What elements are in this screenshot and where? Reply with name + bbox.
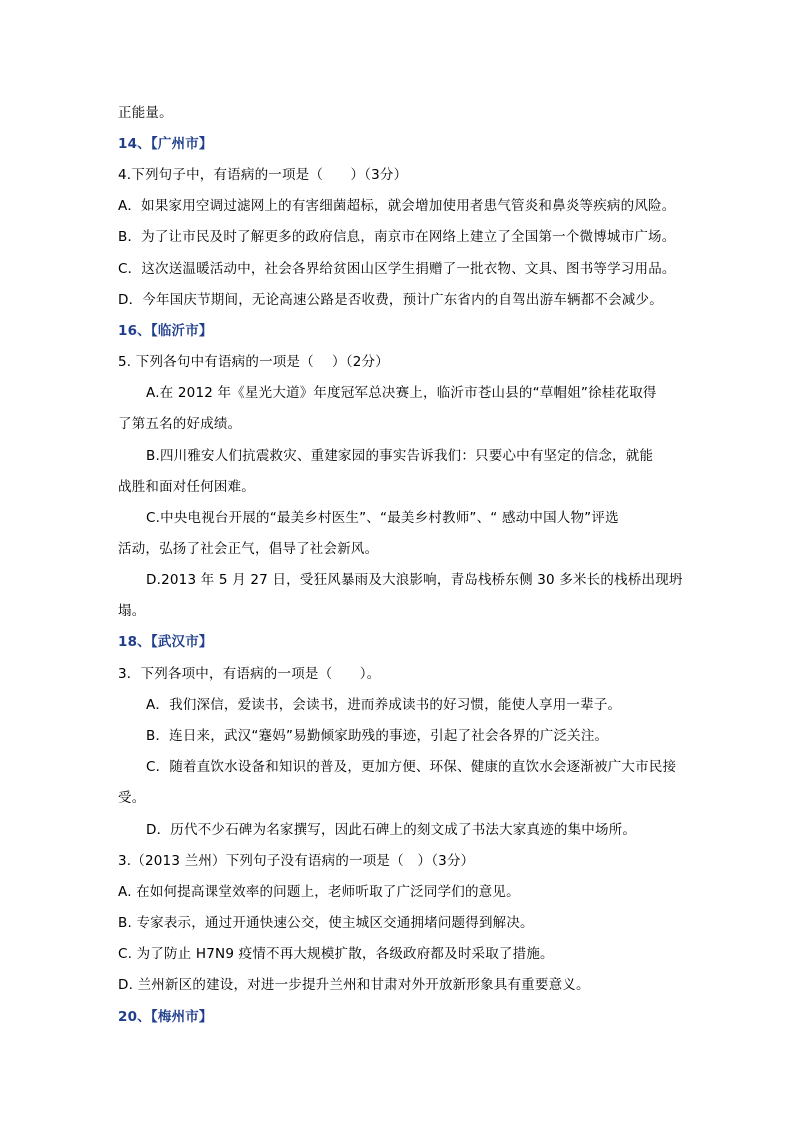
section-heading-guangzhou: 14、【广州市】: [118, 136, 213, 152]
option-a: A．如果家用空调过滤网上的有害细菌超标，就会增加使用者患气管炎和鼻炎等疾病的风险。: [118, 198, 676, 214]
continued-text: 正能量。: [118, 105, 173, 121]
option-d: D．历代不少石碑为名家撰写，因此石碑上的刻文成了书法大家真迹的集中场所。: [146, 822, 637, 838]
option-d-continued: 塌。: [118, 603, 146, 619]
question-stem: 5. 下列各句中有语病的一项是（ ）（2分）: [118, 354, 389, 370]
option-d: D.2013 年 5 月 27 日，受狂风暴雨及大浪影响，青岛栈桥东侧 30 多米长的栈桥出现坍: [146, 572, 683, 588]
option-c: C．随着直饮水设备和知识的普及，更加方便、环保、健康的直饮水会逐渐被广大市民接: [146, 759, 677, 775]
section-heading-linyi: 16、【临沂市】: [118, 323, 213, 339]
option-b: B.四川雅安人们抗震救灾、重建家园的事实告诉我们：只要心中有坚定的信念，就能: [146, 448, 654, 464]
option-c: C. 为了防止 H7N9 疫情不再大规模扩散，各级政府都及时采取了措施。: [118, 946, 554, 962]
option-c: C．这次送温暖活动中，社会各界给贫困山区学生捐赠了一批衣物、文具、图书等学习用品。: [118, 261, 676, 277]
question-stem: 4.下列句子中，有语病的一项是（ ）（3分）: [118, 167, 408, 183]
option-b: B．为了让市民及时了解更多的政府信息，南京市在网络上建立了全国第一个微博城市广场。: [118, 229, 676, 245]
option-c-continued: 受。: [118, 790, 146, 806]
option-a: A.在 2012 年《星光大道》年度冠军总决赛上，临沂市苍山县的“草帽姐”徐桂花取得: [146, 385, 657, 401]
option-a: A．我们深信，爱读书，会读书，进而养成读书的好习惯，能使人享用一辈子。: [146, 697, 622, 713]
option-b-continued: 战胜和面对任何困难。: [118, 479, 255, 495]
question-stem: 3．下列各项中，有语病的一项是（ ）。: [118, 666, 381, 682]
option-d: D．今年国庆节期间，无论高速公路是否收费，预计广东省内的自驾出游车辆都不会减少。: [118, 292, 663, 308]
question-stem: 3.（2013 兰州）下列句子没有语病的一项是（ ）（3分）: [118, 853, 475, 869]
option-b: B．连日来，武汉“蹇妈”易勤倾家助残的事迹，引起了社会各界的广泛关注。: [146, 728, 609, 744]
option-b: B. 专家表示，通过开通快速公交，使主城区交通拥堵问题得到解决。: [118, 915, 534, 931]
option-a-continued: 了第五名的好成绩。: [118, 416, 242, 432]
option-c-continued: 活动，弘扬了社会正气，倡导了社会新风。: [118, 541, 379, 557]
section-heading-wuhan: 18、【武汉市】: [118, 634, 213, 650]
option-c: C.中央电视台开展的“最美乡村医生”、“最美乡村教师”、“ 感动中国人物”评选: [146, 510, 619, 526]
option-a: A. 在如何提高课堂效率的问题上，老师听取了广泛同学们的意见。: [118, 884, 520, 900]
option-d: D. 兰州新区的建设，对进一步提升兰州和甘肃对外开放新形象具有重要意义。: [118, 977, 590, 993]
section-heading-meizhou: 20、【梅州市】: [118, 1009, 213, 1025]
